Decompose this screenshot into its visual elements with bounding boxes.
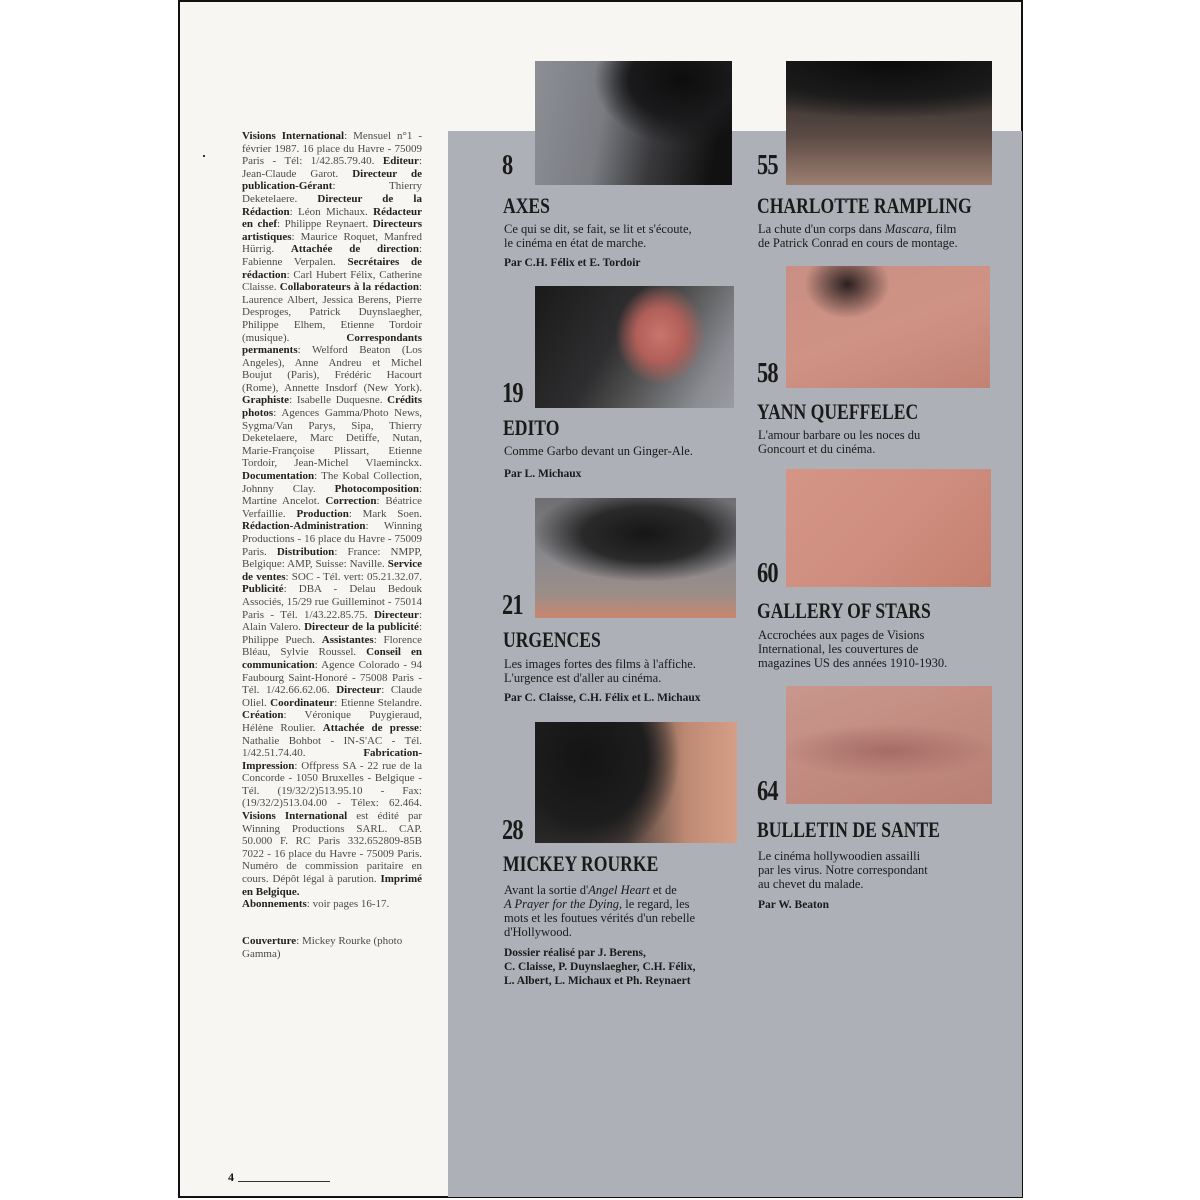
masthead-text: : Agence Colorado - 94 Faubourg Saint-Honoré - 75008 Paris - Tél. 1/42.66.62.06.	[242, 658, 422, 697]
entry-author: Dossier réalisé par J. Berens, C. Claisse, P. Duynslaegher, C.H. Félix, L. Albert, L. Michaux et Ph. Reynaert	[504, 947, 696, 987]
photo-bulletin-de-sante	[786, 686, 992, 804]
entry-page-number: 19	[502, 378, 523, 409]
masthead-text: : Isabelle Duquesne.	[289, 394, 388, 407]
masthead-text: : Florence Bléau, Sylvie Roussel.	[242, 633, 422, 659]
masthead-text: : Carl Hubert Félix, Catherine Claisse.	[242, 268, 422, 294]
entry-description: L'amour barbare ou les noces du Goncourt et du cinéma.	[758, 428, 921, 456]
masthead-text: : Offpress SA - 22 rue de la Concorde - 1050 Bruxelles - Belgique - Tél. (19/32/2)513.95.10 - Fax: (19/32/2)513.04.00 - Télex: 62.464.	[242, 759, 422, 810]
masthead-label: Directeur de publication-Gérant	[242, 167, 422, 193]
masthead-text: : DBA - Delau Bedouk Associés, 15/29 rue Guilleminot - 75014 Paris - Tél. 1/43.22.85.75.	[242, 583, 422, 621]
entry-page-number: 55	[757, 150, 778, 181]
masthead-label: Distribution	[276, 545, 335, 558]
cover-label: Couverture	[242, 935, 297, 947]
masthead-label: Correction	[325, 495, 377, 508]
masthead-text: : Jean-Claude Garot.	[242, 155, 422, 180]
photo-mickey-rourke	[535, 722, 737, 843]
masthead-text: : Laurence Albert, Jessica Berens, Pierre Desproges, Patrick Duynslaegher, Philippe Elhem, Etienne Tordoir (musique).	[242, 281, 422, 344]
masthead-text: : Mensuel n°1 - février 1987. 16 place du Havre - 75009 Paris - Tél: 1/42.85.79.40.	[242, 130, 422, 168]
entry-title: AXES	[503, 193, 550, 218]
photo-edito	[535, 286, 734, 408]
masthead-text: : Véronique Puygieraud, Hélène Roulier.	[242, 709, 422, 734]
entry-title: YANN QUEFFELEC	[757, 399, 919, 424]
masthead-text: : Claude Oliel.	[242, 684, 423, 709]
masthead-label: Service de ventes	[242, 558, 422, 583]
masthead-label: Attachée de direction	[290, 243, 419, 256]
masthead-label: Conseil en communication	[242, 646, 423, 671]
masthead-label: Attachée de presse	[322, 721, 419, 734]
masthead-text: est édité par Winning Productions SARL. CAP. 50.000 F. RC Paris 332.652809-85B 7022 - 16 place du Havre - 75009 Paris. Numéro de commission paritaire en cours. Dépôt légal à parution.	[242, 810, 422, 886]
entry-description: Comme Garbo devant un Ginger-Ale.	[504, 444, 693, 458]
entry-page-number: 58	[757, 358, 778, 389]
masthead-label: Visions International	[242, 810, 348, 823]
entry-title: GALLERY OF STARS	[757, 598, 931, 623]
masthead-credits	[242, 130, 422, 911]
entry-page-number: 60	[757, 558, 778, 589]
masthead-label: Photocomposition	[334, 482, 419, 495]
entry-page-number: 21	[502, 590, 523, 621]
entry-page-number: 8	[502, 150, 513, 181]
masthead-label: Production	[296, 507, 349, 520]
masthead-label: Correspondants permanents	[242, 331, 422, 357]
masthead-label: Rédaction-Administration	[242, 520, 366, 533]
entry-page-number: 28	[502, 815, 523, 846]
masthead-label: Fabrication-Impression	[242, 747, 422, 772]
masthead-text: : Fabienne Verpalen.	[242, 243, 423, 268]
masthead-text: : Alain Valero.	[242, 608, 422, 634]
entry-author: Par C. Claisse, C.H. Félix et L. Michaux	[504, 692, 701, 704]
photo-axes	[535, 61, 732, 185]
entry-description: Ce qui se dit, se fait, se lit et s'écoute, le cinéma en état de marche.	[504, 222, 692, 250]
speck	[203, 155, 205, 157]
entry-author: Par W. Beaton	[758, 899, 830, 911]
photo-gallery-of-stars	[786, 469, 991, 587]
masthead-label: Assistantes	[321, 633, 374, 646]
masthead-label: Directeur de la Rédaction	[242, 192, 422, 218]
entry-title: EDITO	[503, 415, 560, 440]
masthead-label: Directeurs artistiques	[242, 218, 422, 243]
masthead-text: : Welford Beaton (Los Angeles), Anne Andreu et Michel Boujut (Paris), Frédéric Hacourt (Rome), Annette Insdorf (New York).	[242, 344, 422, 394]
entry-description: Accrochées aux pages de Visions International, les couvertures de magazines US des années 1910-1930.	[758, 628, 948, 670]
masthead-text: : Etienne Stelandre.	[334, 696, 422, 709]
masthead-label: Directeur	[373, 608, 419, 621]
entry-title: MICKEY ROURKE	[503, 851, 659, 876]
masthead-text: : Béatrice Verfaillie.	[242, 495, 422, 520]
cover-credit	[242, 935, 422, 960]
masthead-label: Collaborateurs à la rédaction	[279, 281, 419, 294]
masthead-label: Editeur	[382, 155, 419, 168]
photo-charlotte-rampling	[786, 61, 992, 185]
masthead-label: Directeur	[336, 684, 382, 697]
entry-author: Par L. Michaux	[504, 468, 582, 480]
masthead-label: Directeur de la publicité	[304, 621, 419, 634]
masthead-text: : Maurice Roquet, Manfred Hürrig.	[242, 230, 422, 256]
entry-description: Avant la sortie d'Angel Heart et de A Prayer for the Dying, le regard, les mots et les foutues vérités d'un rebelle d'Hollywood.	[504, 883, 696, 939]
masthead-text: : The Kobal Collection, Johnny Clay.	[242, 470, 422, 495]
entry-title: CHARLOTTE RAMPLING	[757, 193, 972, 218]
masthead-label: Création	[242, 709, 284, 722]
masthead-text: : Mark Soen.	[348, 507, 422, 520]
masthead-text: : SOC - Tél. vert: 05.21.32.07.	[285, 570, 423, 583]
entry-description: Le cinéma hollywoodien assailli par les virus. Notre correspondant au chevet du malade.	[758, 849, 928, 891]
entry-description: Les images fortes des films à l'affiche. L'urgence est d'aller au cinéma.	[504, 657, 696, 685]
folio-rule	[238, 1181, 330, 1182]
masthead-text: : France: NMPP, Belgique: AMP, Suisse: Naville.	[242, 545, 423, 571]
cover-text: : Mickey Rourke (photo Gamma)	[242, 935, 403, 960]
masthead-text: : Agences Gamma/Photo News, Sygma/Van Parys, Sipa, Thierry Deketelaere, Marc Detiffe, Nutan, Marie-Françoise Plissart, Etienne Tordoir, Jean-Michel Vlaeminckx.	[242, 407, 422, 470]
masthead-text: : Philippe Reynaert.	[277, 218, 373, 231]
masthead-label: Visions International	[242, 130, 345, 142]
masthead-label: Secrétaires de rédaction	[242, 255, 422, 281]
page-number: 4	[228, 1170, 234, 1184]
masthead-text: : Martine Ancelot.	[242, 482, 422, 508]
masthead-label: Documentation	[242, 470, 315, 483]
masthead-label: Rédacteur en chef	[242, 205, 422, 231]
entry-description: La chute d'un corps dans Mascara, film de Patrick Conrad en cours de montage.	[758, 222, 958, 250]
entry-title: BULLETIN DE SANTE	[757, 817, 940, 842]
masthead-text: : Léon Michaux.	[289, 205, 374, 218]
masthead-text: : Nathalie Bohbot - IN-S'AC - Tél. 1/42.51.74.40.	[242, 721, 422, 760]
subscriptions-text: : voir pages 16-17.	[306, 898, 390, 911]
masthead-label: Imprimé en Belgique.	[242, 873, 422, 898]
masthead-label: Coordinateur	[270, 696, 335, 709]
photo-urgences	[535, 498, 736, 618]
masthead-text: : Thierry Deketelaere.	[242, 180, 422, 205]
subscriptions-label: Abonnements	[242, 898, 307, 911]
masthead-text: : Philippe Puech.	[242, 621, 422, 646]
entry-author: Par C.H. Félix et E. Tordoir	[504, 257, 641, 269]
entry-title: URGENCES	[503, 627, 601, 652]
masthead-label: Graphiste	[242, 394, 290, 407]
entry-page-number: 64	[757, 776, 778, 807]
masthead-text: : Winning Productions - 16 place du Havre - 75009 Paris.	[242, 520, 422, 558]
masthead-label: Publicité	[242, 583, 284, 596]
masthead-label: Crédits photos	[242, 394, 422, 420]
photo-yann-queffelec	[786, 266, 990, 388]
